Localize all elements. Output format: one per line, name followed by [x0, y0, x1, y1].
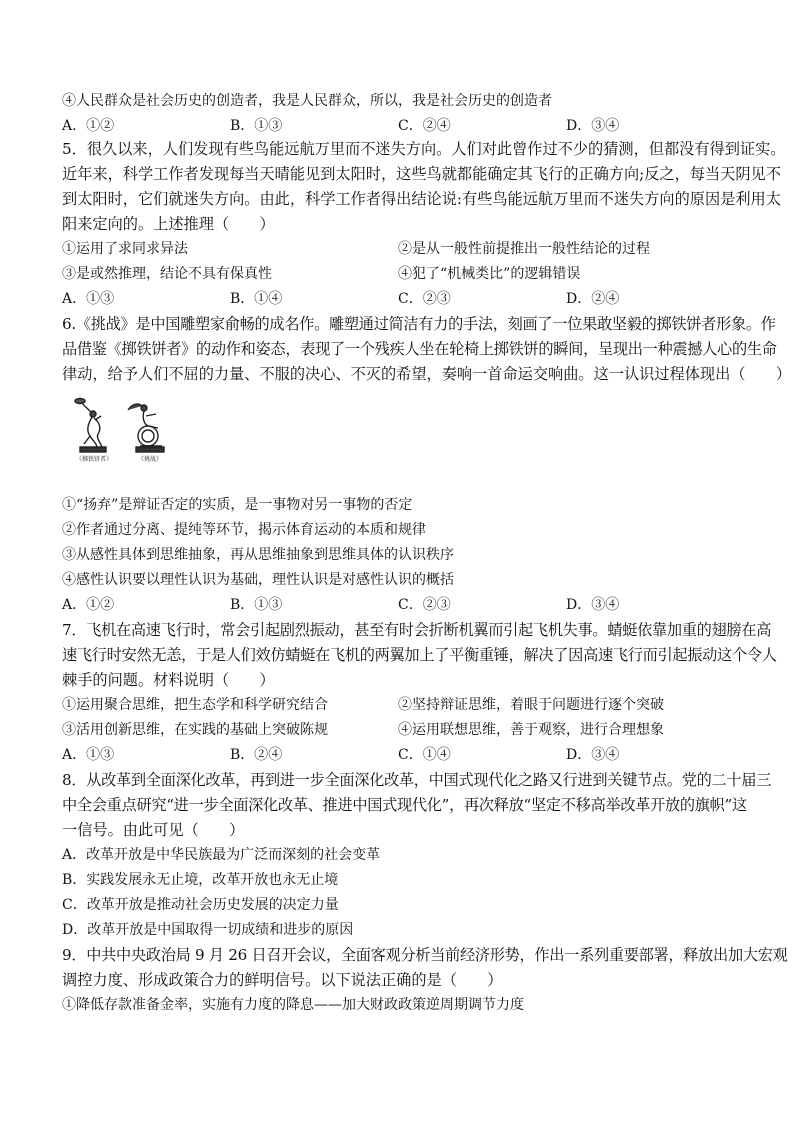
q8-choice-d[interactable]: D．改革开放是中国取得一切成绩和进步的原因 [62, 922, 354, 938]
q8-stem-line-1: 8．从改革到全面深化改革，再到进一步全面深化改革，中国式现代化之路又行进到关键节点。党的二十届三 [62, 771, 772, 789]
q6-stem-line-3: 律动，给予人们不屈的力量、不服的决心、不灭的希望，奏响一首命运交响曲。这一认识过程体现出（ ） [62, 365, 791, 383]
q6-statement-4: ④感性认识要以理性认识为基础，理性认识是对感性认识的概括 [62, 572, 454, 588]
q6-statement-2: ②作者通过分离、提纯等环节，揭示体育运动的本质和规律 [62, 522, 426, 538]
caption-challenge: 《挑战》 [138, 456, 163, 463]
q8-stem-line-3: 一信号。由此可见（ ） [62, 821, 245, 839]
q5-statement-1: ①运用了求同求异法 [62, 241, 188, 257]
q5-statement-4: ④犯了“机械类比”的逻辑错误 [398, 266, 581, 282]
q9-stem-line-2: 调控力度、形成政策合力的鲜明信号。以下说法正确的是（ ） [62, 971, 503, 989]
q5-stem-line-1: 5．很久以来，人们发现有些鸟能远航万里而不迷失方向。人们对此曾作过不少的猜测，但都没有得到证实。 [62, 140, 786, 158]
q6-choice-a[interactable]: A．①② [62, 597, 115, 613]
q7-stem-line-2: 速飞行时安然无恙，于是人们效仿蜻蜓在飞机的两翼加上了平衡重锤，解决了因高速飞行而引起振动这个令人 [62, 646, 777, 664]
q7-statement-4: ④运用联想思维，善于观察，进行合理想象 [398, 722, 664, 738]
q4-statement-4: ④人民群众是社会历史的创造者，我是人民群众，所以，我是社会历史的创造者 [62, 93, 552, 109]
q5-statement-3: ③是或然推理，结论不具有保真性 [62, 266, 272, 282]
q8-choice-b[interactable]: B．实践发展永无止境，改革开放也永无止境 [62, 872, 339, 888]
q9-stem-line-1: 9．中共中央政治局 9 月 26 日召开会议，全面客观分析当前经济形势，作出一系列重要部署，释放出加大宏观 [62, 946, 788, 964]
q6-stem-line-2: 品借鉴《掷铁饼者》的动作和姿态，表现了一个残疾人坐在轮椅上掷铁饼的瞬间，呈现出一种震撼人心的生命 [62, 340, 777, 358]
q5-stem-line-4: 阳来定向的。上述推理（ ） [62, 215, 275, 233]
q7-stem-line-1: 7．飞机在高速飞行时，常会引起剧烈振动，甚至有时会折断机翼而引起飞机失事。蜻蜓依靠加重的翅膀在高 [62, 621, 772, 639]
caption-discus: 《掷铁饼者》 [76, 456, 113, 463]
wheelchair-thrower-sculpture [128, 404, 164, 452]
q7-stem-line-3: 棘手的问题。材料说明（ ） [62, 671, 275, 689]
q6-choice-c[interactable]: C．②③ [398, 597, 451, 613]
q4-choice-c[interactable]: C．②④ [398, 118, 451, 134]
sculpture-figure [66, 392, 186, 464]
q8-choice-a[interactable]: A．改革开放是中华民族最为广泛而深刻的社会变革 [62, 847, 381, 863]
q9-statement-1: ①降低存款准备金率，实施有力度的降息——加大财政政策逆周期调节力度 [62, 997, 524, 1013]
q5-choice-a[interactable]: A．①③ [62, 291, 115, 307]
q5-stem-line-2: 近年来，科学工作者发现每当天晴能见到太阳时，这些鸟就都能确定其飞行的正确方向;反之，每当天阴见不 [62, 165, 781, 183]
q8-choice-c[interactable]: C．改革开放是推动社会历史发展的决定力量 [62, 897, 339, 913]
discus-thrower-sculpture [75, 399, 106, 453]
q6-stem-line-1: 6.《挑战》是中国雕塑家俞畅的成名作。雕塑通过简洁有力的手法，刻画了一位果敢坚毅的掷铁饼者形象。作 [62, 315, 776, 333]
q7-choice-a[interactable]: A．①③ [62, 747, 115, 763]
q8-stem-line-2: 中全会重点研究“进一步全面深化改革、推进中国式现代化”，再次释放“坚定不移高举改革开放的旗帜”这 [62, 796, 747, 814]
q7-choice-b[interactable]: B．②④ [230, 747, 283, 763]
q4-choice-b[interactable]: B．①③ [230, 118, 283, 134]
q6-statement-3: ③从感性具体到思维抽象，再从思维抽象到思维具体的认识秩序 [62, 547, 454, 563]
q5-choice-c[interactable]: C．②③ [398, 291, 451, 307]
q7-choice-d[interactable]: D．③④ [566, 747, 620, 763]
q4-choice-d[interactable]: D．③④ [566, 118, 620, 134]
q6-statement-1: ①“扬弃”是辩证否定的实质，是一事物对另一事物的否定 [62, 497, 413, 513]
q5-stem-line-3: 到太阳时，它们就迷失方向。由此，科学工作者得出结论说:有些鸟能远航万里而不迷失方向的原因是利用太 [62, 190, 781, 208]
q7-statement-3: ③活用创新思维，在实践的基础上突破陈规 [62, 722, 328, 738]
q6-choice-d[interactable]: D．③④ [566, 597, 620, 613]
q5-choice-d[interactable]: D．②④ [566, 291, 620, 307]
q5-choice-b[interactable]: B．①④ [230, 291, 283, 307]
q6-choice-b[interactable]: B．①③ [230, 597, 283, 613]
q7-statement-1: ①运用聚合思维，把生态学和科学研究结合 [62, 697, 328, 713]
q7-choice-c[interactable]: C．①④ [398, 747, 451, 763]
q7-statement-2: ②坚持辩证思维，着眼于问题进行逐个突破 [398, 697, 664, 713]
q4-choice-a[interactable]: A．①② [62, 118, 115, 134]
q5-statement-2: ②是从一般性前提推出一般性结论的过程 [398, 241, 650, 257]
